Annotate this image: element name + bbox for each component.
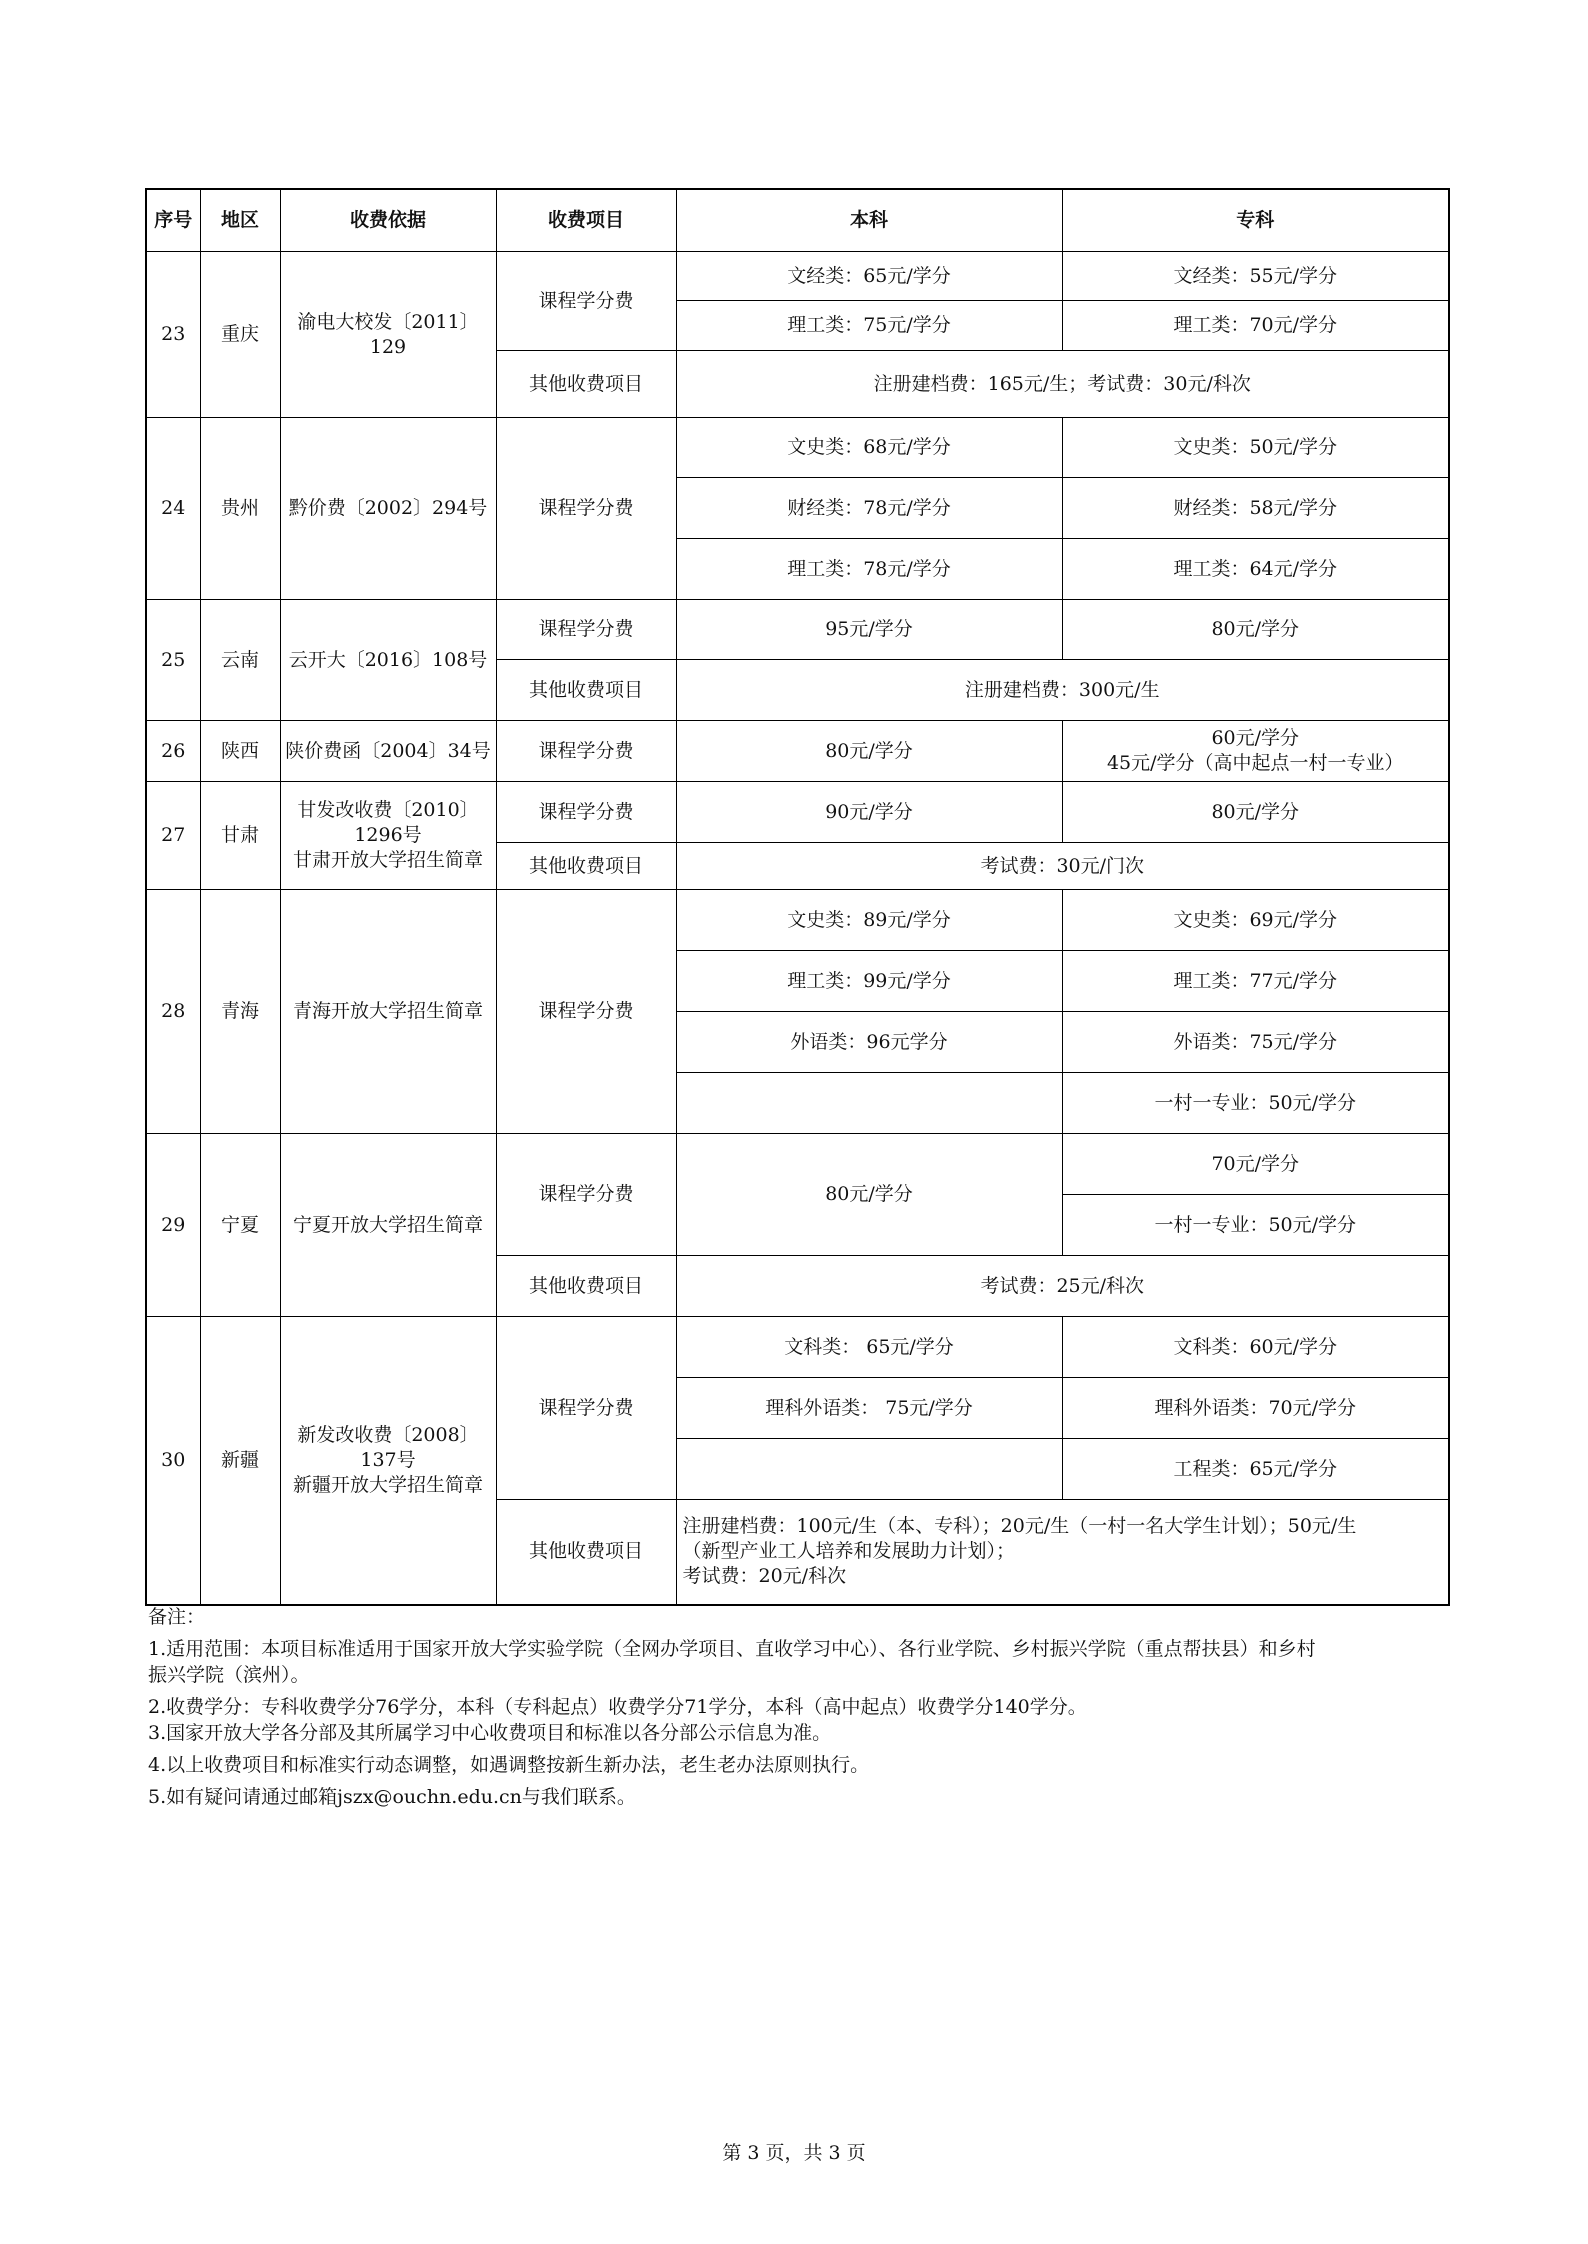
other-fee-cell bbox=[676, 1500, 1449, 1605]
bk-cell bbox=[676, 1073, 1062, 1134]
table-row bbox=[146, 600, 1449, 660]
basis-cell: 渝电大校发〔2011〕129 bbox=[280, 252, 496, 418]
zk-cell: 文经类：55元/学分 bbox=[1062, 252, 1449, 301]
table-row bbox=[146, 1317, 1449, 1378]
item-cell: 课程学分费 bbox=[496, 721, 676, 782]
basis-cell: 陕价费函〔2004〕34号 bbox=[280, 721, 496, 782]
region-cell: 青海 bbox=[200, 890, 280, 1134]
header-basis: 收费依据 bbox=[280, 189, 496, 252]
zk-cell: 文史类：50元/学分 bbox=[1062, 418, 1449, 478]
bk-cell: 外语类：96元学分 bbox=[676, 1012, 1062, 1073]
bk-cell: 理工类：99元/学分 bbox=[676, 951, 1062, 1012]
region-cell: 重庆 bbox=[200, 252, 280, 418]
zk-cell: 一村一专业：50元/学分 bbox=[1062, 1073, 1449, 1134]
seq-cell: 23 bbox=[146, 252, 200, 418]
bk-cell: 理工类：75元/学分 bbox=[676, 301, 1062, 351]
bk-cell: 理工类：78元/学分 bbox=[676, 539, 1062, 600]
other-fee-cell: 考试费：25元/科次 bbox=[676, 1256, 1449, 1317]
item-cell: 其他收费项目 bbox=[496, 351, 676, 418]
table-row bbox=[146, 418, 1449, 478]
page-footer: 第 3 页，共 3 页 bbox=[722, 2142, 866, 2164]
table-row bbox=[146, 252, 1449, 301]
fee-table bbox=[145, 188, 1450, 1606]
header-zk: 专科 bbox=[1062, 189, 1449, 252]
other-fee-line: （新型产业工人培养和发展助力计划）； bbox=[682, 1540, 1016, 1563]
basis-line: 137号 bbox=[360, 1448, 416, 1471]
zk-cell: 理工类：64元/学分 bbox=[1062, 539, 1449, 600]
header-region: 地区 bbox=[200, 189, 280, 252]
region-cell: 陕西 bbox=[200, 721, 280, 782]
seq-cell: 29 bbox=[146, 1134, 200, 1317]
header-bk: 本科 bbox=[676, 189, 1062, 252]
table-row bbox=[146, 782, 1449, 843]
zk-cell: 一村一专业：50元/学分 bbox=[1062, 1195, 1449, 1256]
seq-cell: 24 bbox=[146, 418, 200, 600]
note-1-line-2: 振兴学院（滨州）。 bbox=[148, 1664, 310, 1686]
zk-cell bbox=[1062, 721, 1449, 782]
other-fee-cell: 注册建档费：165元/生；考试费：30元/科次 bbox=[676, 351, 1449, 418]
item-cell: 其他收费项目 bbox=[496, 1256, 676, 1317]
seq-cell: 27 bbox=[146, 782, 200, 890]
seq-cell: 30 bbox=[146, 1317, 200, 1605]
item-cell: 课程学分费 bbox=[496, 890, 676, 1134]
item-cell: 课程学分费 bbox=[496, 418, 676, 600]
item-cell: 课程学分费 bbox=[496, 600, 676, 660]
basis-line: 新发改收费〔2008〕 bbox=[297, 1423, 479, 1446]
zk-cell: 工程类：65元/学分 bbox=[1062, 1439, 1449, 1500]
basis-cell bbox=[280, 1317, 496, 1605]
item-cell: 课程学分费 bbox=[496, 252, 676, 351]
basis-cell: 宁夏开放大学招生简章 bbox=[280, 1134, 496, 1317]
note-5: 5.如有疑问请通过邮箱jszx@ouchn.edu.cn与我们联系。 bbox=[148, 1786, 636, 1808]
table-header-row bbox=[146, 189, 1449, 252]
region-cell: 甘肃 bbox=[200, 782, 280, 890]
note-4: 4.以上收费项目和标准实行动态调整，如遇调整按新生新办法，老生老办法原则执行。 bbox=[148, 1754, 870, 1776]
region-cell: 新疆 bbox=[200, 1317, 280, 1605]
header-item: 收费项目 bbox=[496, 189, 676, 252]
zk-line: 45元/学分（高中起点一村一专业） bbox=[1106, 752, 1404, 774]
basis-cell bbox=[280, 782, 496, 890]
table-row bbox=[146, 721, 1449, 782]
bk-cell bbox=[676, 1439, 1062, 1500]
basis-cell: 青海开放大学招生简章 bbox=[280, 890, 496, 1134]
item-cell: 课程学分费 bbox=[496, 1317, 676, 1500]
bk-cell: 80元/学分 bbox=[676, 721, 1062, 782]
seq-cell: 28 bbox=[146, 890, 200, 1134]
notes-section bbox=[148, 1604, 1448, 1810]
zk-cell: 理科外语类：70元/学分 bbox=[1062, 1378, 1449, 1439]
bk-cell: 文史类：89元/学分 bbox=[676, 890, 1062, 951]
notes-title: 备注： bbox=[148, 1606, 206, 1628]
bk-cell: 文科类： 65元/学分 bbox=[676, 1317, 1062, 1378]
basis-line: 甘肃开放大学招生简章 bbox=[292, 849, 483, 871]
note-2: 2.收费学分：专科收费学分76学分，本科（专科起点）收费学分71学分，本科（高中起点）收费学分140学分。 bbox=[148, 1696, 1087, 1718]
note-1-line-1: 1.适用范围：本项目标准适用于国家开放大学实验学院（全网办学项目、直收学习中心）、各行业学院、乡村振兴学院（重点帮扶县）和乡村 bbox=[148, 1638, 1316, 1660]
zk-cell: 理工类：77元/学分 bbox=[1062, 951, 1449, 1012]
region-cell: 贵州 bbox=[200, 418, 280, 600]
item-cell: 其他收费项目 bbox=[496, 843, 676, 890]
other-fee-cell: 考试费：30元/门次 bbox=[676, 843, 1449, 890]
zk-cell: 80元/学分 bbox=[1062, 600, 1449, 660]
region-cell: 云南 bbox=[200, 600, 280, 721]
zk-cell: 文史类：69元/学分 bbox=[1062, 890, 1449, 951]
basis-cell: 黔价费〔2002〕294号 bbox=[280, 418, 496, 600]
other-fee-line: 注册建档费：100元/生（本、专科）；20元/生（一村一名大学生计划）；50元/生 bbox=[682, 1515, 1357, 1538]
item-cell: 课程学分费 bbox=[496, 782, 676, 843]
bk-cell: 文经类：65元/学分 bbox=[676, 252, 1062, 301]
bk-cell: 80元/学分 bbox=[676, 1134, 1062, 1256]
zk-cell: 财经类：58元/学分 bbox=[1062, 478, 1449, 539]
zk-cell: 70元/学分 bbox=[1062, 1134, 1449, 1195]
seq-cell: 26 bbox=[146, 721, 200, 782]
other-fee-line: 考试费：20元/科次 bbox=[682, 1565, 847, 1588]
basis-line: 新疆开放大学招生简章 bbox=[292, 1473, 483, 1496]
region-cell: 宁夏 bbox=[200, 1134, 280, 1317]
item-cell: 其他收费项目 bbox=[496, 660, 676, 721]
other-fee-cell: 注册建档费：300元/生 bbox=[676, 660, 1449, 721]
basis-line: 甘发改收费〔2010〕 bbox=[297, 799, 479, 821]
zk-cell: 外语类：75元/学分 bbox=[1062, 1012, 1449, 1073]
zk-cell: 文科类：60元/学分 bbox=[1062, 1317, 1449, 1378]
basis-line: 1296号 bbox=[354, 824, 422, 846]
note-3: 3.国家开放大学各分部及其所属学习中心收费项目和标准以各分部公示信息为准。 bbox=[148, 1722, 832, 1744]
bk-cell: 文史类：68元/学分 bbox=[676, 418, 1062, 478]
item-cell: 课程学分费 bbox=[496, 1134, 676, 1256]
table-row bbox=[146, 1134, 1449, 1195]
item-cell: 其他收费项目 bbox=[496, 1500, 676, 1605]
header-seq: 序号 bbox=[146, 189, 200, 252]
seq-cell: 25 bbox=[146, 600, 200, 721]
bk-cell: 90元/学分 bbox=[676, 782, 1062, 843]
zk-cell: 理工类：70元/学分 bbox=[1062, 301, 1449, 351]
basis-cell: 云开大〔2016〕108号 bbox=[280, 600, 496, 721]
bk-cell: 财经类：78元/学分 bbox=[676, 478, 1062, 539]
table-row bbox=[146, 890, 1449, 951]
bk-cell: 理科外语类： 75元/学分 bbox=[676, 1378, 1062, 1439]
zk-cell: 80元/学分 bbox=[1062, 782, 1449, 843]
zk-line: 60元/学分 bbox=[1211, 727, 1300, 749]
bk-cell: 95元/学分 bbox=[676, 600, 1062, 660]
